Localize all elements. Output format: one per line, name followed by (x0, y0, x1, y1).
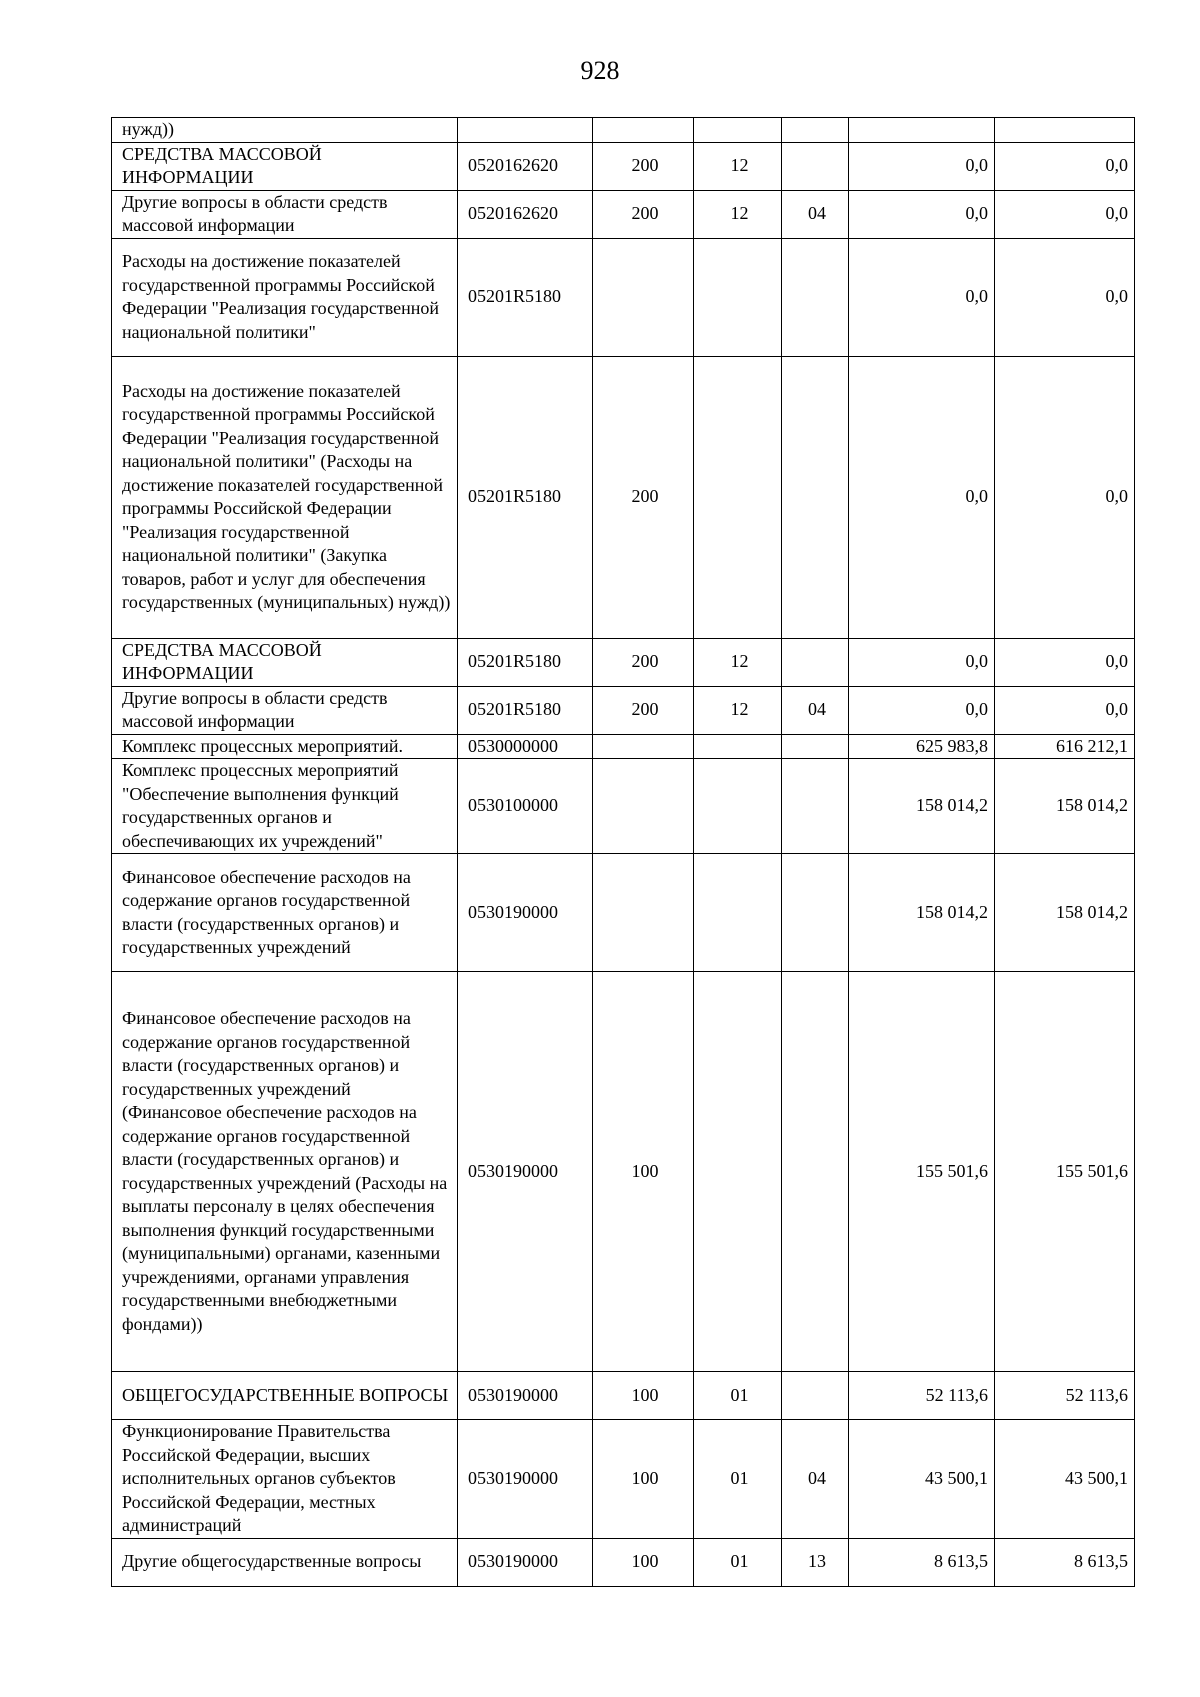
target-code: 0520162620 (458, 142, 593, 190)
target-code: 0530100000 (458, 759, 593, 854)
expense-type: 100 (593, 1538, 694, 1586)
subsection: 04 (782, 190, 849, 238)
amount-2: 158 014,2 (995, 759, 1135, 854)
row-name: СРЕДСТВА МАССОВОЙ ИНФОРМАЦИИ (112, 638, 458, 686)
table-row (112, 638, 1135, 686)
row-name: Другие вопросы в области средств массовой информации (112, 686, 458, 734)
subsection (782, 972, 849, 1372)
subsection (782, 356, 849, 638)
section: 01 (694, 1420, 782, 1539)
amount-1: 0,0 (849, 142, 995, 190)
expense-type: 100 (593, 1420, 694, 1539)
table-row (112, 356, 1135, 638)
target-code: 05201R5180 (458, 638, 593, 686)
row-name: Финансовое обеспечение расходов на содержание органов государственной власти (государственных органов) и государственных учреждений (112, 854, 458, 972)
amount-2: 0,0 (995, 142, 1135, 190)
expense-type: 100 (593, 1372, 694, 1420)
row-name: Комплекс процессных мероприятий "Обеспечение выполнения функций государственных органов и обеспечивающих их учреждений" (112, 759, 458, 854)
amount-2: 0,0 (995, 238, 1135, 356)
row-name: Функционирование Правительства Российской Федерации, высших исполнительных органов субъектов Российской Федерации, местных администраций (112, 1420, 458, 1539)
amount-2: 0,0 (995, 686, 1135, 734)
target-code: 0530190000 (458, 1420, 593, 1539)
section (694, 854, 782, 972)
row-name: Другие вопросы в области средств массовой информации (112, 190, 458, 238)
row-name: СРЕДСТВА МАССОВОЙ ИНФОРМАЦИИ (112, 142, 458, 190)
target-code: 05201R5180 (458, 356, 593, 638)
subsection (782, 638, 849, 686)
subsection (782, 118, 849, 143)
section (694, 238, 782, 356)
amount-1: 158 014,2 (849, 854, 995, 972)
table-row (112, 1372, 1135, 1420)
table-row (112, 1538, 1135, 1586)
target-code: 0530190000 (458, 854, 593, 972)
target-code: 0530190000 (458, 1538, 593, 1586)
subsection (782, 1372, 849, 1420)
subsection: 04 (782, 686, 849, 734)
target-code: 0530000000 (458, 734, 593, 759)
section: 01 (694, 1372, 782, 1420)
table-row (112, 686, 1135, 734)
amount-1: 0,0 (849, 356, 995, 638)
amount-2: 43 500,1 (995, 1420, 1135, 1539)
expense-type: 200 (593, 686, 694, 734)
amount-2: 158 014,2 (995, 854, 1135, 972)
subsection (782, 142, 849, 190)
target-code (458, 118, 593, 143)
subsection: 04 (782, 1420, 849, 1539)
amount-1: 0,0 (849, 686, 995, 734)
target-code: 0530190000 (458, 1372, 593, 1420)
target-code: 05201R5180 (458, 238, 593, 356)
amount-1: 0,0 (849, 238, 995, 356)
section: 12 (694, 638, 782, 686)
row-name: Другие общегосударственные вопросы (112, 1538, 458, 1586)
table-row (112, 759, 1135, 854)
table-row (112, 854, 1135, 972)
table-row (112, 238, 1135, 356)
amount-2: 155 501,6 (995, 972, 1135, 1372)
section: 12 (694, 686, 782, 734)
section (694, 118, 782, 143)
table-row (112, 190, 1135, 238)
section: 01 (694, 1538, 782, 1586)
section: 12 (694, 142, 782, 190)
expense-type (593, 238, 694, 356)
budget-table (111, 117, 1135, 1587)
page-number: 928 (580, 56, 620, 85)
subsection (782, 854, 849, 972)
amount-1: 43 500,1 (849, 1420, 995, 1539)
amount-1: 0,0 (849, 190, 995, 238)
expense-type: 200 (593, 638, 694, 686)
amount-1: 0,0 (849, 638, 995, 686)
expense-type: 100 (593, 972, 694, 1372)
amount-2: 0,0 (995, 638, 1135, 686)
expense-type: 200 (593, 142, 694, 190)
amount-2: 8 613,5 (995, 1538, 1135, 1586)
amount-1: 8 613,5 (849, 1538, 995, 1586)
amount-1: 158 014,2 (849, 759, 995, 854)
expense-type: 200 (593, 190, 694, 238)
amount-2: 52 113,6 (995, 1372, 1135, 1420)
section (694, 972, 782, 1372)
amount-2: 0,0 (995, 356, 1135, 638)
amount-1: 155 501,6 (849, 972, 995, 1372)
target-code: 0530190000 (458, 972, 593, 1372)
section (694, 734, 782, 759)
target-code: 0520162620 (458, 190, 593, 238)
table-row (112, 118, 1135, 143)
row-name: нужд)) (112, 118, 458, 143)
expense-type (593, 854, 694, 972)
target-code: 05201R5180 (458, 686, 593, 734)
amount-1: 625 983,8 (849, 734, 995, 759)
section (694, 759, 782, 854)
expense-type (593, 118, 694, 143)
row-name: Комплекс процессных мероприятий. (112, 734, 458, 759)
amount-2 (995, 118, 1135, 143)
row-name: ОБЩЕГОСУДАРСТВЕННЫЕ ВОПРОСЫ (112, 1372, 458, 1420)
table-row (112, 1420, 1135, 1539)
expense-type (593, 759, 694, 854)
table-row (112, 734, 1135, 759)
amount-2: 0,0 (995, 190, 1135, 238)
subsection (782, 238, 849, 356)
amount-2: 616 212,1 (995, 734, 1135, 759)
section (694, 356, 782, 638)
amount-1: 52 113,6 (849, 1372, 995, 1420)
amount-1 (849, 118, 995, 143)
table-row (112, 142, 1135, 190)
row-name: Расходы на достижение показателей государственной программы Российской Федерации "Реализация государственной национальной политики" (Расходы на достижение показателей государственной программы Российской Федерации "Реализация государственной национальной политики" (Закупка товаров, работ и услуг для обеспечения государственных (муниципальных) нужд)) (112, 356, 458, 638)
expense-type (593, 734, 694, 759)
subsection (782, 734, 849, 759)
row-name: Расходы на достижение показателей государственной программы Российской Федерации "Реализация государственной национальной политики" (112, 238, 458, 356)
subsection (782, 759, 849, 854)
row-name: Финансовое обеспечение расходов на содержание органов государственной власти (государственных органов) и государственных учреждений (Финансовое обеспечение расходов на содержание органов государственной власти (государственных органов) и государственных учреждений (Расходы на выплаты персоналу в целях обеспечения выполнения функций государственными (муниципальными) органами, казенными учреждениями, органами управления государственными внебюджетными фондами)) (112, 972, 458, 1372)
expense-type: 200 (593, 356, 694, 638)
table-row (112, 972, 1135, 1372)
section: 12 (694, 190, 782, 238)
subsection: 13 (782, 1538, 849, 1586)
